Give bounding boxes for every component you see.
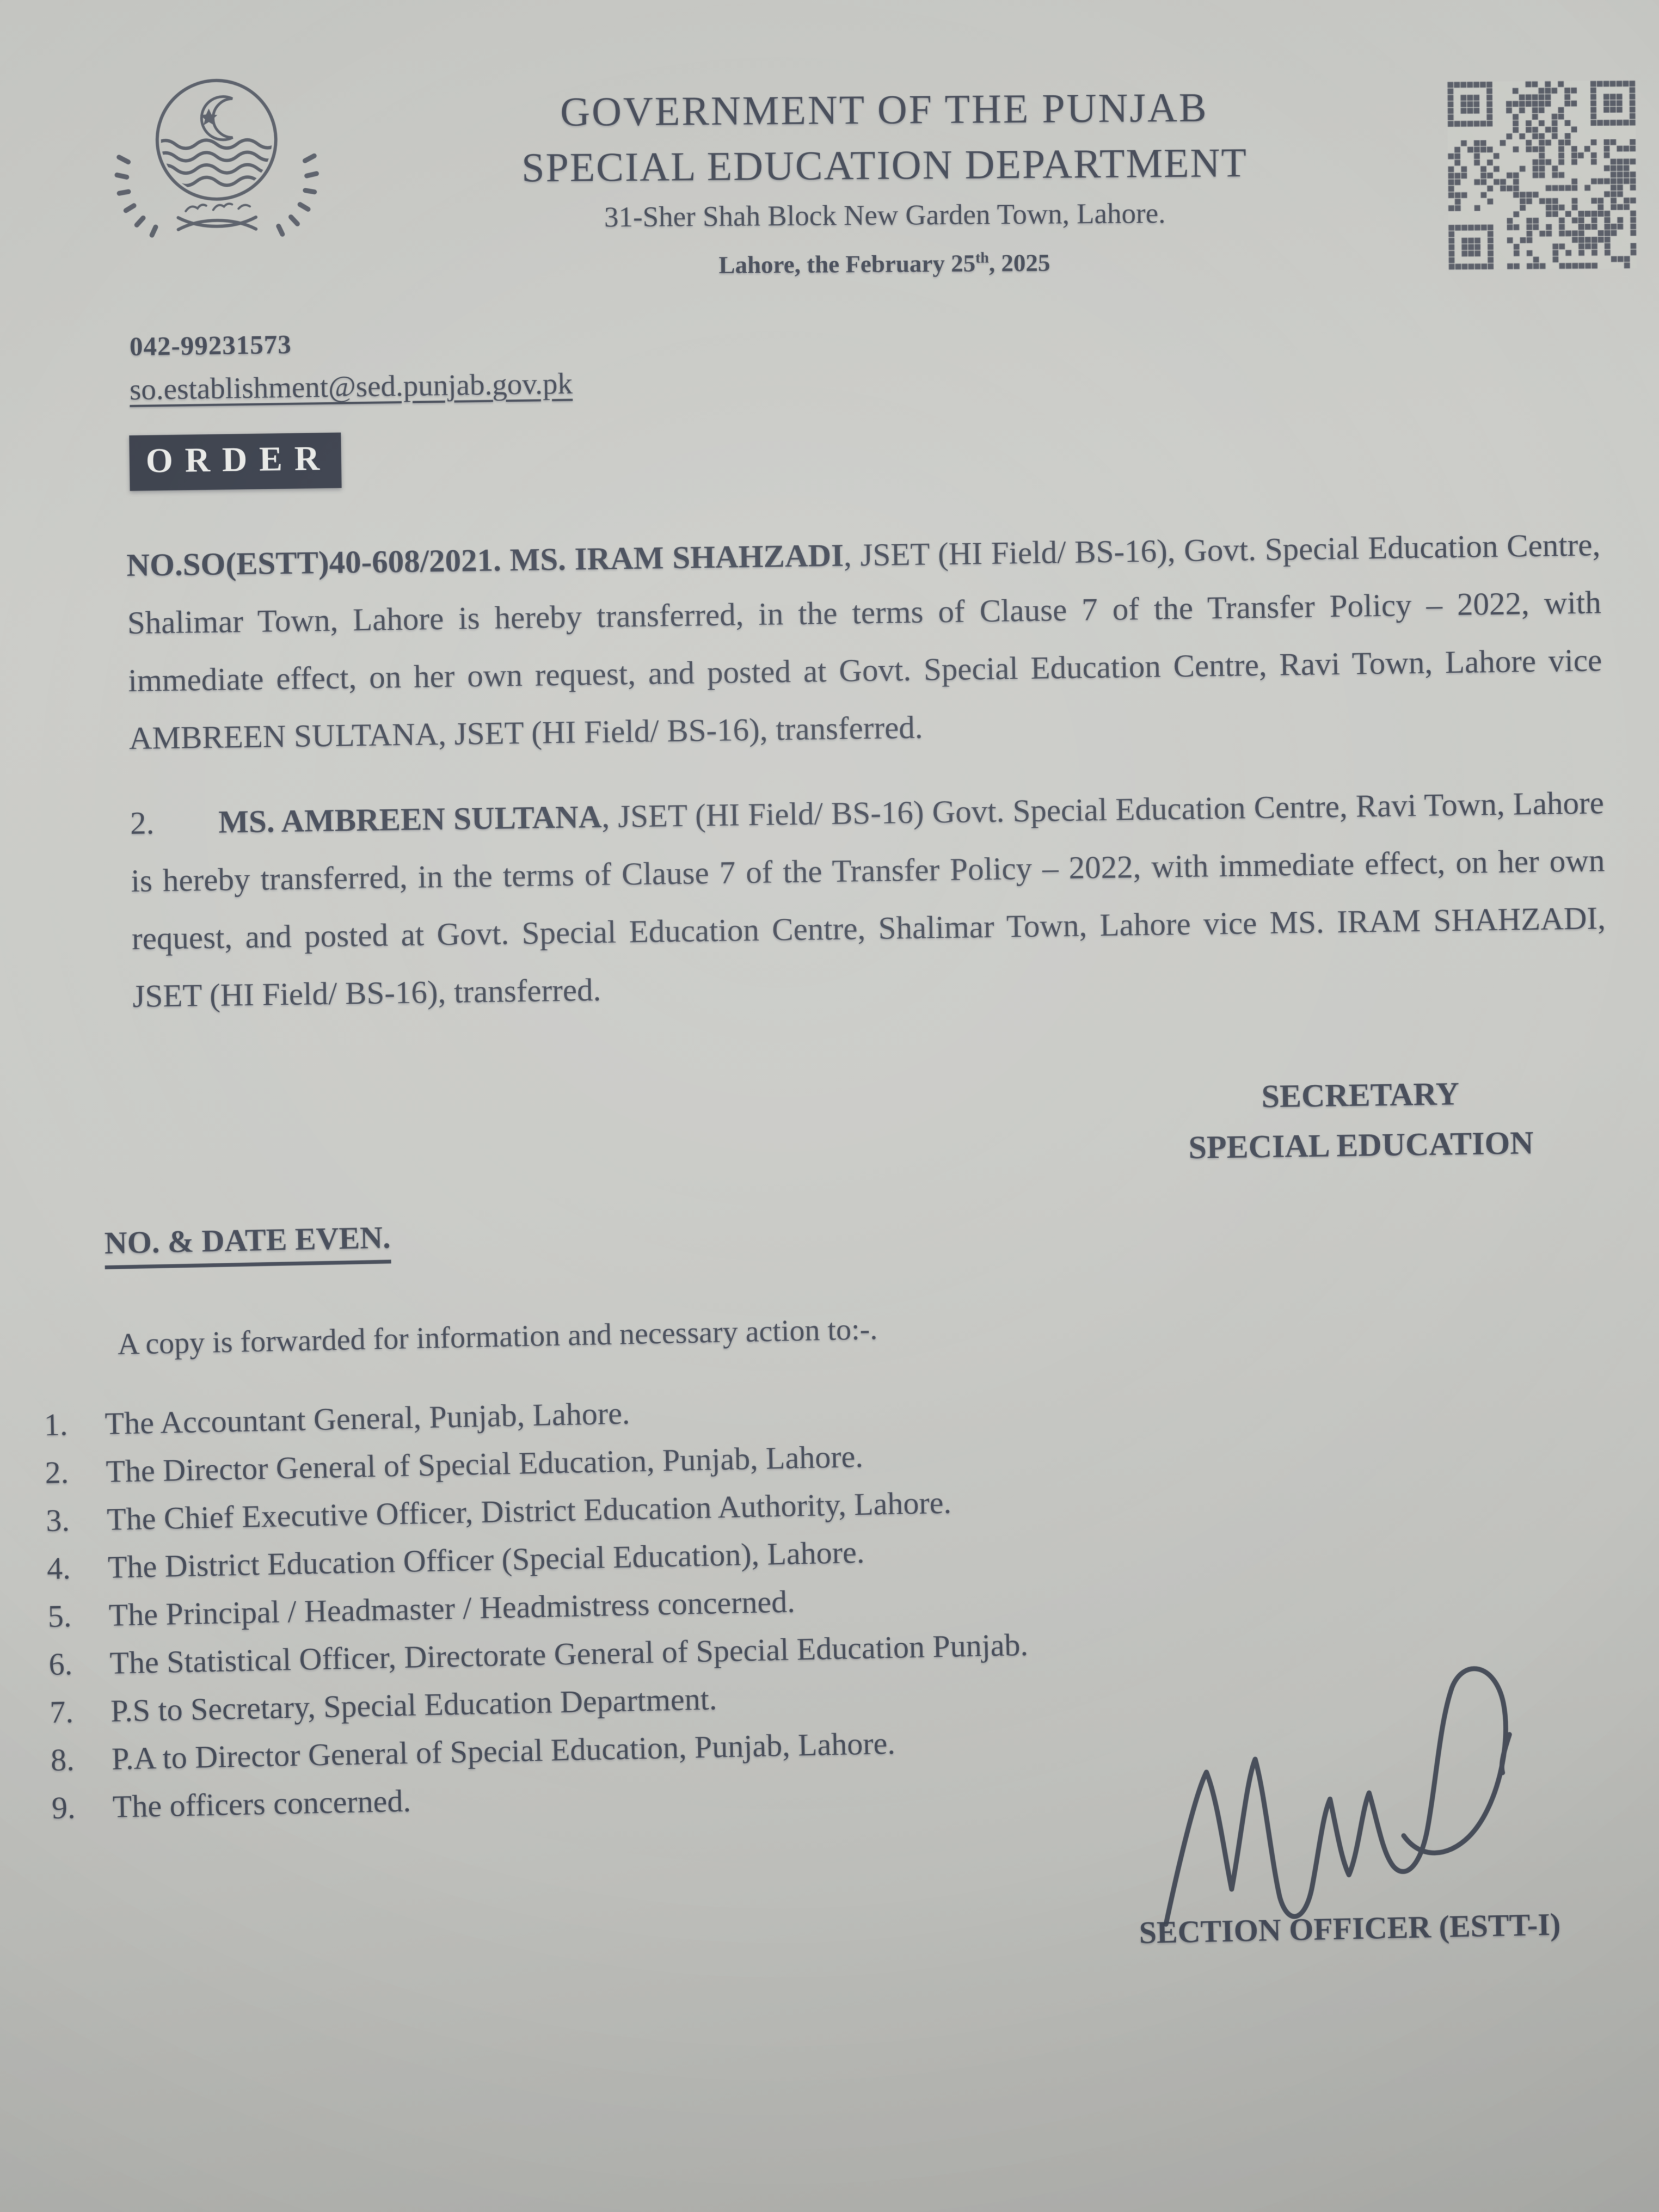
order-heading: ORDER	[129, 433, 342, 491]
recipient-number: 1.	[44, 1406, 68, 1443]
phone-number: 042-99231573	[129, 329, 292, 361]
signatory-block	[1115, 1066, 1606, 1173]
signatory-title: SECRETARY	[1261, 1076, 1460, 1115]
footer-signatory: SECTION OFFICER (ESTT-I)	[1139, 1906, 1561, 1951]
date-prefix: Lahore, the February	[718, 249, 951, 279]
recipient-text: P.A to Director General of Special Education, Punjab, Lahore.	[111, 1725, 896, 1777]
recipient-number: 8.	[50, 1742, 75, 1778]
recipient-number: 5.	[47, 1598, 72, 1634]
recipient-text: The Principal / Headmaster / Headmistress concerned.	[108, 1583, 796, 1633]
recipient-text: The Chief Executive Officer, District Education Authority, Lahore.	[106, 1484, 952, 1537]
recipient-number: 9.	[51, 1790, 76, 1826]
date-day: 25	[950, 249, 976, 277]
date-line	[163, 245, 1606, 283]
paragraph-1-reference: NO.SO(ESTT)40-608/2021. MS. IRAM SHAHZADI	[126, 537, 844, 583]
forward-line: A copy is forwarded for information and necessary action to:-.	[117, 1312, 878, 1361]
date-year: , 2025	[988, 249, 1050, 277]
paragraph-2-name: MS. AMBREEN SULTANA	[218, 798, 602, 840]
signatory-department: SPECIAL EDUCATION	[1188, 1125, 1534, 1166]
recipient-text: The District Education Officer (Special Education), Lahore.	[107, 1534, 865, 1585]
letterhead	[163, 77, 1606, 239]
recipient-number: 4.	[46, 1550, 71, 1587]
tab-space	[155, 833, 219, 834]
recipient-number: 2.	[44, 1454, 69, 1491]
recipient-number: 7.	[49, 1694, 74, 1730]
paragraph-1-text: , JSET (HI Field/ BS-16), Govt. Special Education Centre, Shalimar Town, Lahore is hereby transferred, in the terms of Clause 7 of the Transfer Policy – 2022, with immediate effect, on her own request, and posted at Govt. Special Education Centre, Ravi Town, Lahore vice AMBREEN SULTANA, JSET (HI Field/ BS-16), transferred.	[127, 526, 1602, 757]
paragraph-1	[126, 515, 1603, 767]
header-address: 31-Sher Shah Block New Garden Town, Lahore.	[604, 198, 1166, 234]
ref-heading-text: NO. & DATE EVEN.	[104, 1219, 391, 1269]
email-address: so.establishment@sed.punjab.gov.pk	[129, 366, 573, 406]
recipient-number: 3.	[45, 1502, 70, 1539]
recipient-number: 6.	[48, 1646, 73, 1682]
order-body	[126, 515, 1607, 1025]
recipient-text: The Accountant General, Punjab, Lahore.	[105, 1395, 630, 1441]
header-title-line2: SPECIAL EDUCATION DEPARTMENT	[521, 140, 1248, 191]
ref-heading	[104, 1219, 391, 1269]
paragraph-2-number: 2.	[130, 804, 155, 841]
paragraph-2	[130, 773, 1607, 1025]
recipient-text: P.S to Secretary, Special Education Department.	[110, 1681, 717, 1729]
paragraph-2-text: , JSET (HI Field/ BS-16) Govt. Special Education Centre, Ravi Town, Lahore is hereby transferred, in the terms of Clause 7 of the Transfer Policy – 2022, with immediate effect, on her own request, and posted at Govt. Special Education Centre, Shalimar Town, Lahore vice MS. IRAM SHAHZADI, JSET (HI Field/ BS-16), transferred.	[131, 784, 1606, 1014]
recipient-text: The Director General of Special Education, Punjab, Lahore.	[105, 1438, 864, 1489]
recipient-text: The officers concerned.	[112, 1783, 411, 1824]
date-ordinal: th	[975, 249, 989, 267]
handwritten-signature	[1145, 1652, 1532, 1965]
recipient-text: The Statistical Officer, Directorate General of Special Education Punjab.	[109, 1626, 1029, 1681]
header-title-line1: GOVERNMENT OF THE PUNJAB	[560, 84, 1208, 135]
